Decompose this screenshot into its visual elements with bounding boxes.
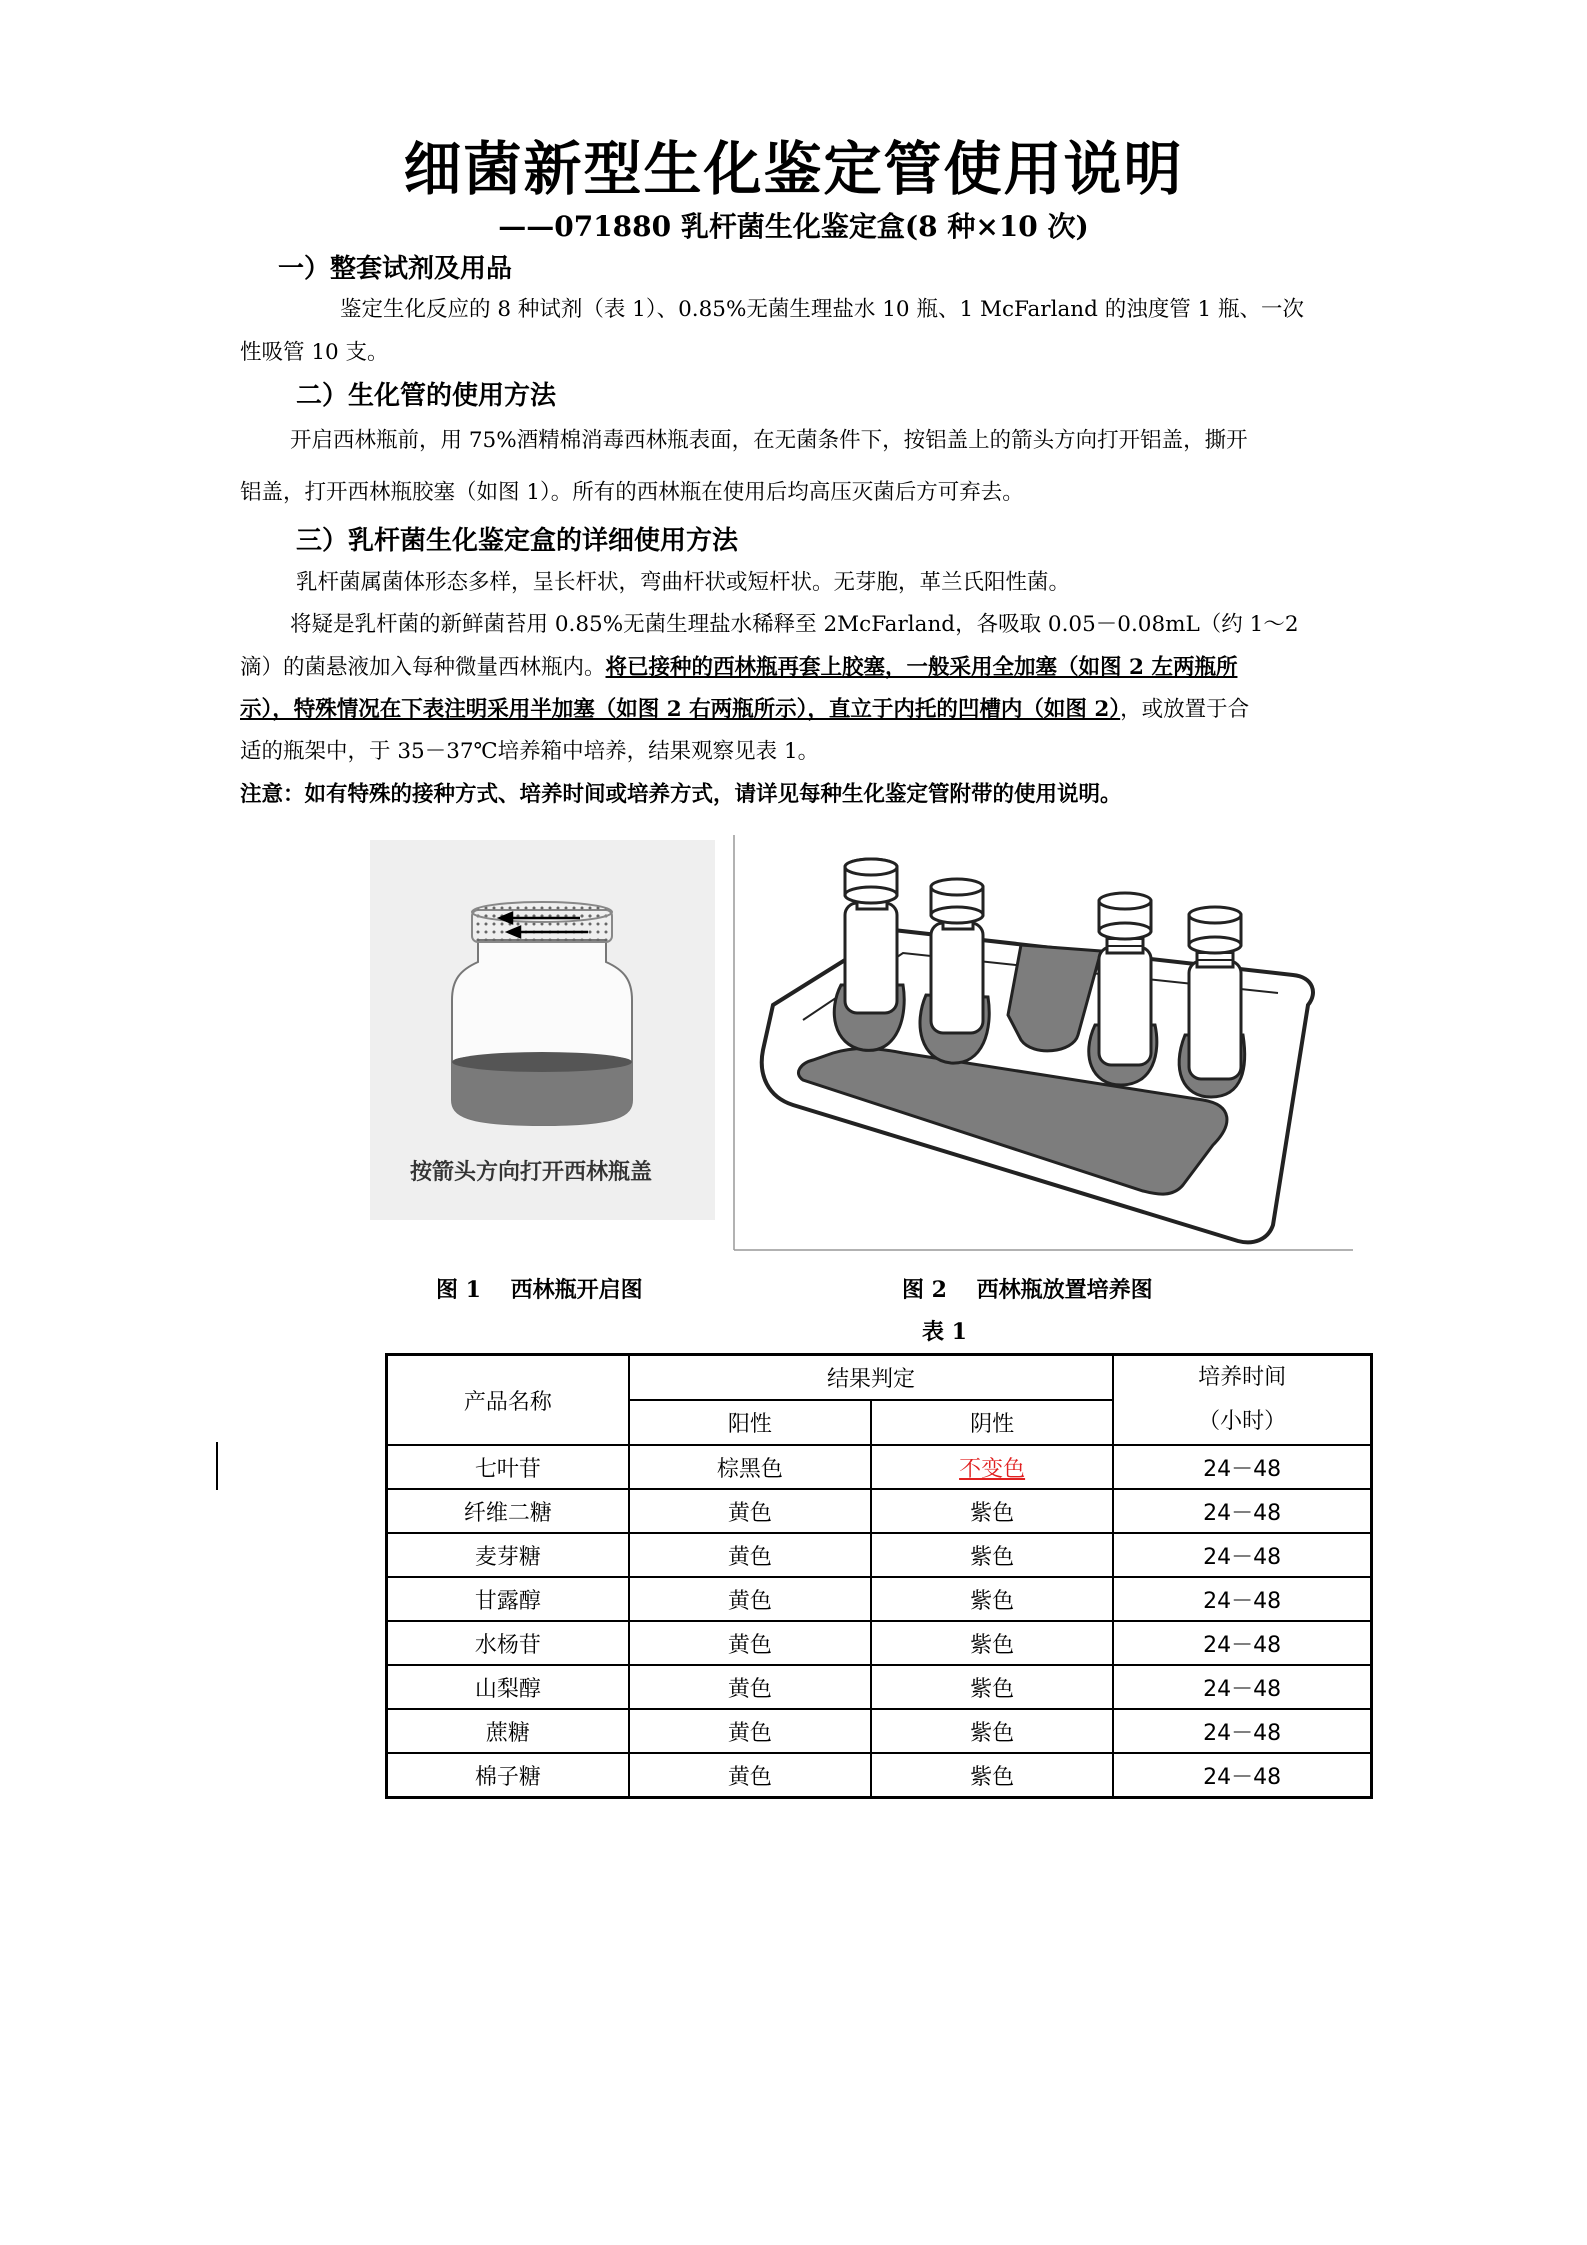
negative-cell: 紫色 — [871, 1753, 1113, 1798]
document-title: 细菌新型生化鉴定管使用说明 — [403, 135, 1184, 203]
section-3-heading: 三）乳杆菌生化鉴定盒的详细使用方法 — [296, 526, 739, 556]
figure-2-caption: 图 2 西林瓶放置培养图 — [902, 1277, 1153, 1303]
line-2-emphasis: 将已接种的西林瓶再套上胶塞，一般采用全加塞（如图 2 左两瓶所 — [605, 655, 1238, 680]
time-cell: 24－48 — [1113, 1489, 1371, 1533]
negative-cell: 紫色 — [871, 1489, 1113, 1533]
table-row — [387, 1621, 1372, 1665]
figure-1-inner-label: 按箭头方向打开西林瓶盖 — [410, 1160, 653, 1185]
negative-cell: 紫色 — [871, 1665, 1113, 1709]
figure-1-image — [370, 840, 715, 1220]
negative-cell: 紫色 — [871, 1709, 1113, 1753]
section-3-paragraph-2-line-2 — [240, 650, 1237, 681]
figure-2-image — [733, 835, 1353, 1251]
table-row — [387, 1709, 1372, 1753]
negative-cell: 紫色 — [871, 1621, 1113, 1665]
product-name-cell: 棉子糖 — [387, 1753, 629, 1798]
section-1-paragraph-line-2: 性吸管 10 支。 — [240, 340, 389, 365]
section-1-paragraph-line-1: 鉴定生化反应的 8 种试剂（表 1）、0.85%无菌生理盐水 10 瓶、1 McFarland 的浊度管 1 瓶、一次 — [340, 297, 1305, 322]
usage-note: 注意：如有特殊的接种方式、培养时间或培养方式，请详见每种生化鉴定管附带的使用说明。 — [240, 782, 1122, 807]
positive-cell: 棕黑色 — [629, 1445, 871, 1489]
document-subtitle: ——071880 乳杆菌生化鉴定盒(8 种×10 次) — [498, 210, 1089, 243]
results-table — [385, 1353, 1373, 1799]
section-3-paragraph-2-line-4: 适的瓶架中，于 35－37℃培养箱中培养，结果观察见表 1。 — [240, 739, 820, 764]
table-row — [387, 1533, 1372, 1577]
positive-cell: 黄色 — [629, 1621, 871, 1665]
time-cell: 24－48 — [1113, 1533, 1371, 1577]
header-product-name: 产品名称 — [387, 1355, 629, 1446]
section-3-paragraph-2-line-3 — [240, 692, 1249, 723]
section-1-heading: 一）整套试剂及用品 — [278, 254, 513, 284]
vial-full-stopper-1 — [834, 859, 904, 1050]
section-3-paragraph-2-line-1: 将疑是乳杆菌的新鲜菌苔用 0.85%无菌生理盐水稀释至 2McFarland，各吸取 0.05－0.08mL（约 1～2 — [290, 612, 1299, 637]
vial-full-stopper-2 — [920, 879, 989, 1063]
line-3-emphasis: 示），特殊情况在下表注明采用半加塞（如图 2 右两瓶所示），直立于内托的凹槽内（如图 2） — [240, 697, 1121, 722]
negative-cell: 紫色 — [871, 1577, 1113, 1621]
header-result: 结果判定 — [629, 1355, 1113, 1401]
negative-cell: 紫色 — [871, 1533, 1113, 1577]
section-3-paragraph-1: 乳杆菌属菌体形态多样，呈长杆状，弯曲杆状或短杆状。无芽胞，革兰氏阳性菌。 — [296, 570, 1071, 595]
table-row — [387, 1753, 1372, 1798]
section-2-paragraph-line-1: 开启西林瓶前，用 75%酒精棉消毒西林瓶表面，在无菌条件下，按铝盖上的箭头方向打开铝盖，撕开 — [290, 428, 1248, 453]
product-name-cell: 七叶苷 — [387, 1445, 629, 1489]
line-3-plain: ，或放置于合 — [1120, 697, 1250, 722]
positive-cell: 黄色 — [629, 1577, 871, 1621]
product-name-cell: 纤维二糖 — [387, 1489, 629, 1533]
table-header-row — [387, 1355, 1372, 1401]
section-2-paragraph-line-2: 铝盖，打开西林瓶胶塞（如图 1）。所有的西林瓶在使用后均高压灭菌后方可弃去。 — [240, 480, 1024, 505]
text-cursor — [216, 1442, 218, 1490]
vial-tray-illustration — [733, 835, 1353, 1251]
header-positive: 阳性 — [629, 1400, 871, 1445]
time-cell: 24－48 — [1113, 1577, 1371, 1621]
positive-cell: 黄色 — [629, 1665, 871, 1709]
time-cell: 24－48 — [1113, 1445, 1371, 1489]
negative-cell: 不变色 — [871, 1445, 1113, 1489]
time-cell: 24－48 — [1113, 1753, 1371, 1798]
product-name-cell: 麦芽糖 — [387, 1533, 629, 1577]
time-cell: 24－48 — [1113, 1709, 1371, 1753]
time-cell: 24－48 — [1113, 1665, 1371, 1709]
product-name-cell: 甘露醇 — [387, 1577, 629, 1621]
positive-cell: 黄色 — [629, 1489, 871, 1533]
table-row — [387, 1445, 1372, 1489]
header-negative: 阴性 — [871, 1400, 1113, 1445]
vial-half-stopper-1 — [1089, 893, 1157, 1085]
time-cell: 24－48 — [1113, 1621, 1371, 1665]
positive-cell: 黄色 — [629, 1709, 871, 1753]
positive-cell: 黄色 — [629, 1753, 871, 1798]
vial-half-stopper-2 — [1179, 907, 1245, 1097]
positive-cell: 黄色 — [629, 1533, 871, 1577]
product-name-cell: 山梨醇 — [387, 1665, 629, 1709]
table-row — [387, 1577, 1372, 1621]
table-row — [387, 1665, 1372, 1709]
figure-1-caption: 图 1 西林瓶开启图 — [436, 1277, 643, 1303]
product-name-cell: 蔗糖 — [387, 1709, 629, 1753]
table-caption: 表 1 — [922, 1319, 967, 1345]
table-row — [387, 1489, 1372, 1533]
product-name-cell: 水杨苷 — [387, 1621, 629, 1665]
header-incubation-time: 培养时间 （小时） — [1113, 1355, 1371, 1446]
section-2-heading: 二）生化管的使用方法 — [296, 381, 557, 411]
line-2-plain: 滴）的菌悬液加入每种微量西林瓶内。 — [240, 655, 606, 680]
